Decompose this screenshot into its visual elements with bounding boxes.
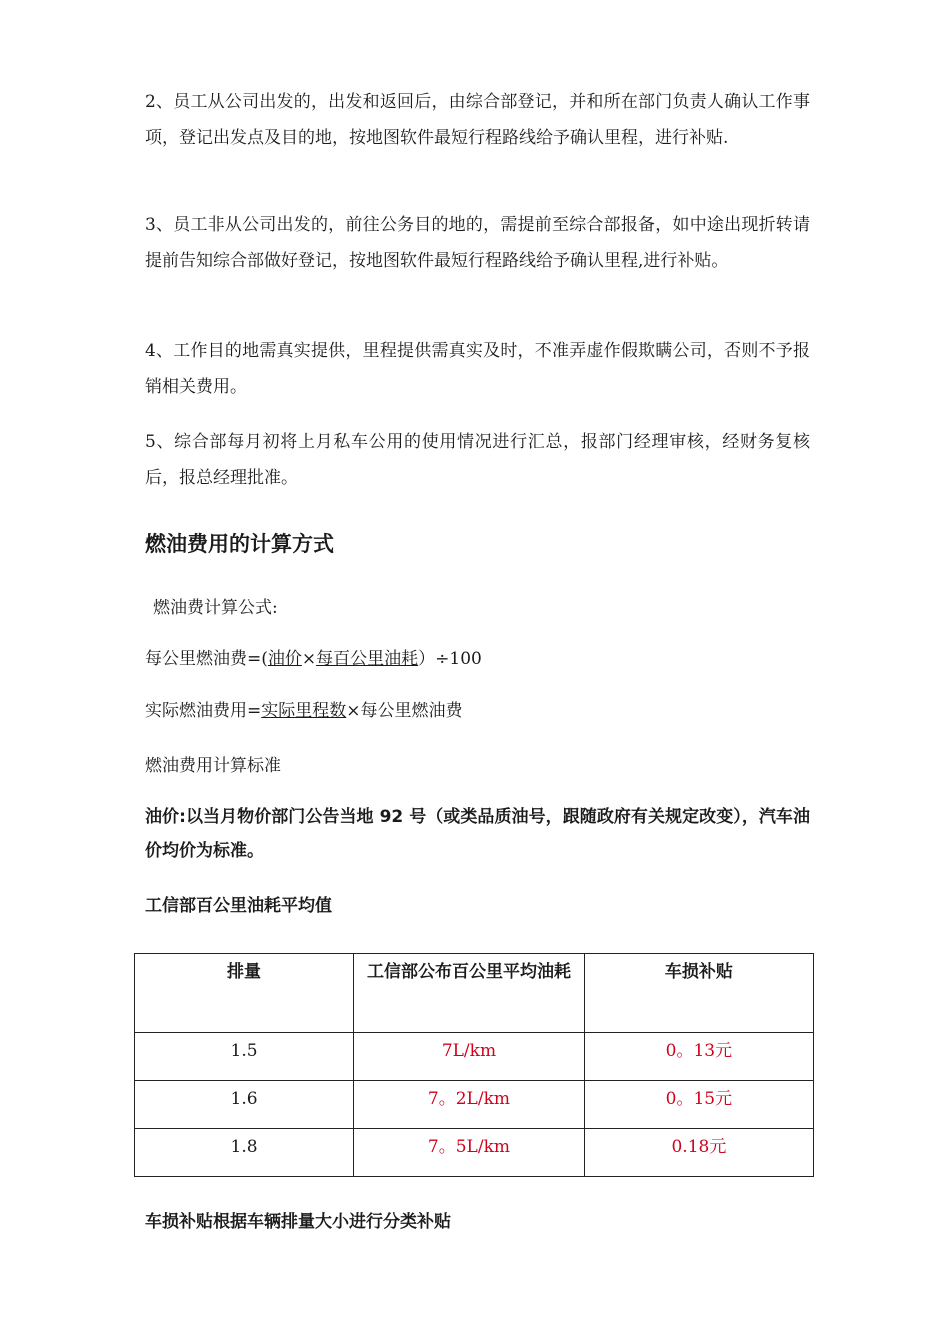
cell-displacement: 1.8 [135,1129,354,1177]
header-damage-subsidy: 车损补贴 [584,954,813,1033]
table-row [135,1129,814,1177]
footer-note: 车损补贴根据车辆排量大小进行分类补贴 [145,1212,451,1232]
table-row [135,1081,814,1129]
oil-price-note: 油价:以当月物价部门公告当地 92 号（或类品质油号，跟随政府有关规定改变），汽车油价均价为标准。 [145,807,810,861]
cell-displacement: 1.6 [135,1081,354,1129]
section-heading: 燃油费用的计算方式 [145,532,334,556]
formula-mileage-term: 实际里程数 [261,701,347,721]
cell-subsidy: 0。13元 [584,1033,813,1081]
formula-consumption-term: 每百公里油耗 [316,649,419,669]
formula-per-km-prefix: 每公里燃油费=( [145,649,268,669]
paragraph-item-3: 3、员工非从公司出发的，前往公务目的地的，需提前至综合部报备，如中途出现折转请提前告知综合部做好登记，按地图软件最短行程路线给予确认里程,进行补贴。 [145,215,810,271]
table-title: 工信部百公里油耗平均值 [145,896,332,916]
standard-title: 燃油费用计算标准 [145,756,281,776]
formula-actual-suffix: ×每公里燃油费 [346,701,463,721]
paragraph-item-4: 4、工作目的地需真实提供，里程提供需真实及时，不准弄虚作假欺瞒公司，否则不予报销相关费用。 [145,341,810,397]
fuel-consumption-table [134,953,814,1177]
formula-oil-price-term: 油价 [267,649,302,669]
cell-consumption: 7。5L/km [354,1129,585,1177]
formula-per-km [145,643,482,675]
paragraph-item-5: 5、综合部每月初将上月私车公用的使用情况进行汇总，报部门经理审核，经财务复核后，报总经理批准。 [145,432,810,488]
formula-title: 燃油费计算公式: [153,598,278,618]
table-header-row [135,954,814,1033]
table-row [135,1033,814,1081]
formula-times-sign: × [301,649,317,669]
formula-per-km-suffix: ）÷100 [418,649,482,669]
cell-subsidy: 0.18元 [584,1129,813,1177]
cell-subsidy: 0。15元 [584,1081,813,1129]
formula-actual-cost [145,695,463,727]
cell-consumption: 7L/km [354,1033,585,1081]
cell-displacement: 1.5 [135,1033,354,1081]
header-displacement: 排量 [135,954,354,1033]
header-avg-consumption: 工信部公布百公里平均油耗 [354,954,585,1033]
paragraph-item-2: 2、员工从公司出发的，出发和返回后，由综合部登记，并和所在部门负责人确认工作事项，登记出发点及目的地，按地图软件最短行程路线给予确认里程，进行补贴. [145,92,810,148]
formula-actual-prefix: 实际燃油费用= [145,701,262,721]
cell-consumption: 7。2L/km [354,1081,585,1129]
